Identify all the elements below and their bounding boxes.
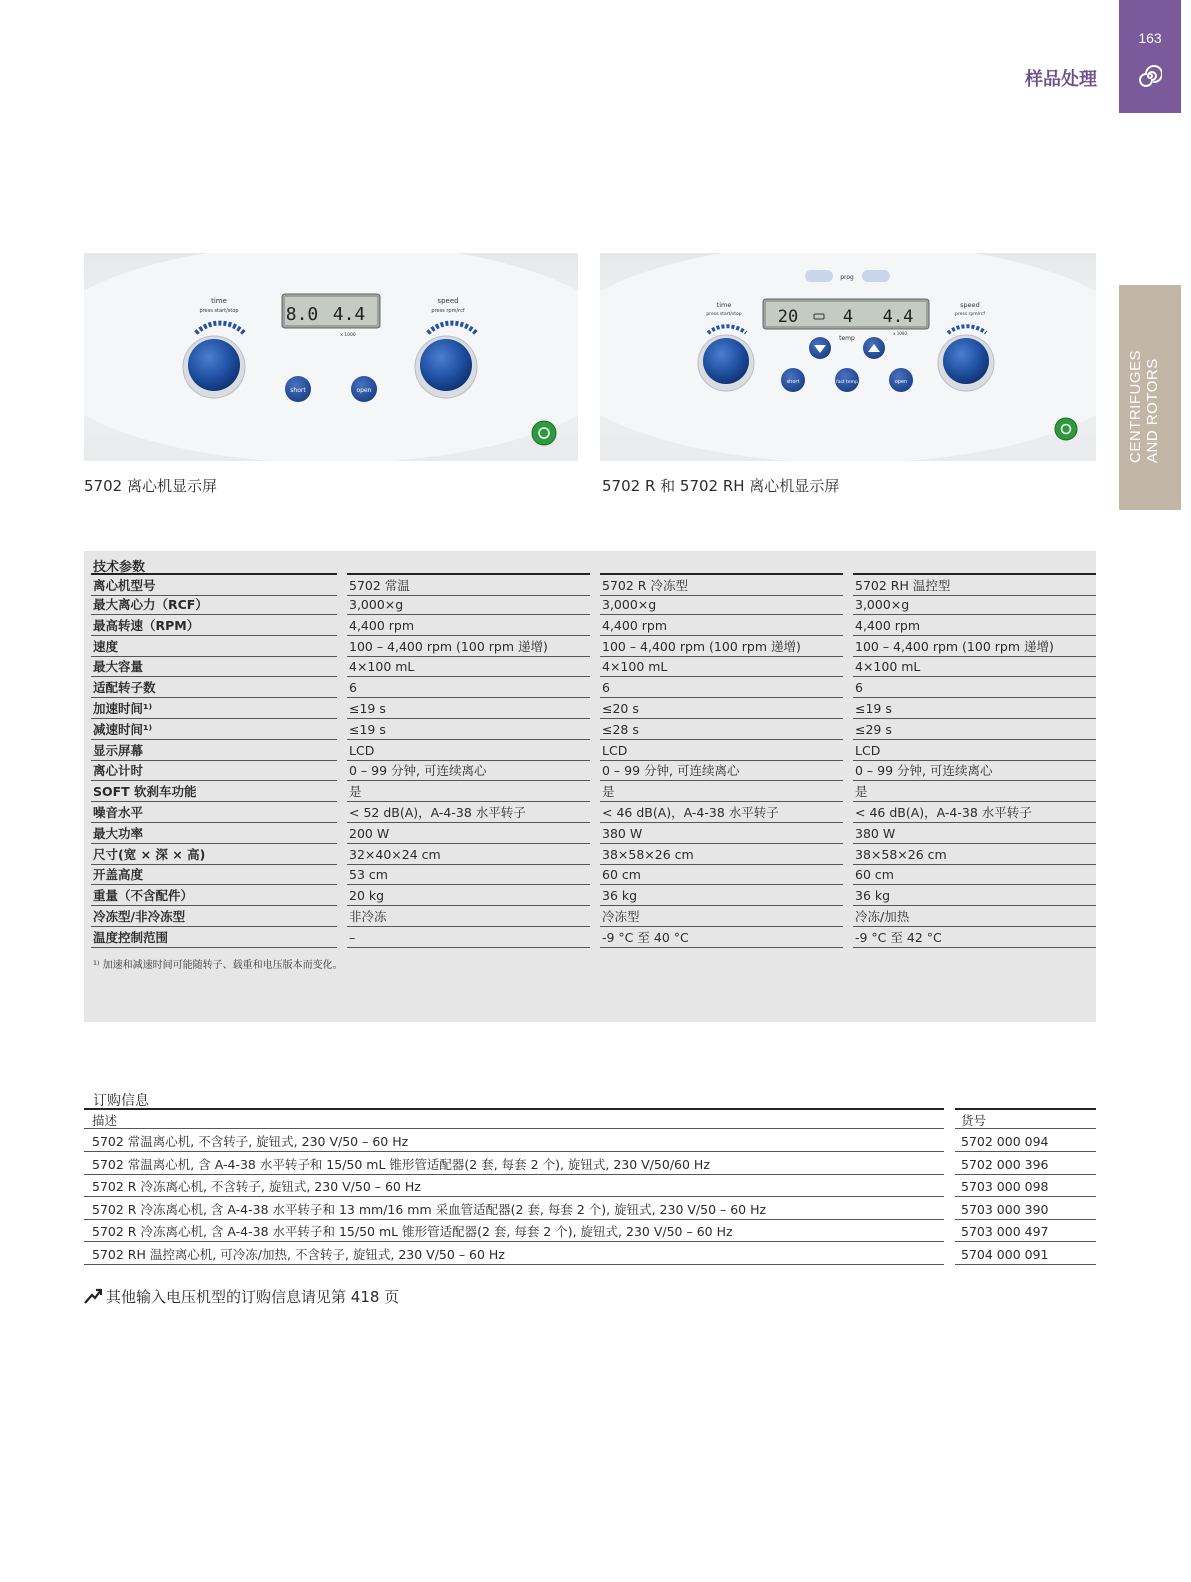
spec-value-cell: 6 <box>600 677 843 698</box>
spec-row <box>84 885 1096 906</box>
spec-value-cell: 是 <box>600 781 843 802</box>
speed-sub-label-2: press rpm/rcf <box>955 312 985 317</box>
spec-label-cell: 适配转子数 <box>91 677 337 698</box>
lcd-unit-2: x 1000 <box>893 331 907 336</box>
spec-label-cell: 噪音水平 <box>91 802 337 823</box>
lcd-speed-value-2: 4.4 <box>882 307 914 327</box>
spec-label-cell: 开盖高度 <box>91 864 337 885</box>
order-number-cell: 5703 000 390 <box>955 1199 1096 1220</box>
display-photo-5702 <box>84 253 578 461</box>
open-button-label: open <box>356 387 372 394</box>
order-title: 订购信息 <box>93 1093 149 1109</box>
spec-value-cell: 4×100 mL <box>853 656 1096 677</box>
spec-value-cell: ≤19 s <box>347 719 590 740</box>
power-icon[interactable] <box>532 421 556 445</box>
spec-value-cell: < 52 dB(A)，A-4-38 水平转子 <box>347 802 590 823</box>
order-row <box>84 1199 1096 1221</box>
order-header-row <box>84 1108 1096 1130</box>
time-label: time <box>211 297 227 305</box>
display-photo-5702r <box>600 253 1096 461</box>
prog-label: prog <box>840 274 854 281</box>
order-desc-cell: 5702 R 冷冻离心机, 含 A-4-38 水平转子和 15/50 mL 锥形管适配器(2 套, 每套 2 个), 旋钮式, 230 V/50 – 60 Hz <box>84 1221 944 1242</box>
spec-row <box>84 802 1096 823</box>
spec-label-cell: 尺寸(宽 × 深 × 高) <box>91 844 337 865</box>
time-label-2: time <box>716 301 732 309</box>
spec-value-cell: -9 °C 至 40 °C <box>600 927 843 948</box>
spec-label-cell: 最高转速（RPM） <box>91 615 337 636</box>
spec-value-cell: 36 kg <box>600 885 843 906</box>
spec-value-cell: 200 W <box>347 823 590 844</box>
order-row <box>84 1221 1096 1243</box>
time-knob-2[interactable] <box>703 338 749 384</box>
spec-value-cell: ≤20 s <box>600 698 843 719</box>
order-desc-cell: 5702 常温离心机, 不含转子, 旋钮式, 230 V/50 – 60 Hz <box>84 1131 944 1152</box>
spec-label-cell: SOFT 软刹车功能 <box>91 781 337 802</box>
order-note-text: 其他输入电压机型的订购信息请见第 418 页 <box>106 1288 400 1306</box>
spec-value-cell: 38×58×26 cm <box>600 844 843 865</box>
order-row <box>84 1154 1096 1176</box>
spec-value-cell: 4,400 rpm <box>347 615 590 636</box>
spec-row <box>84 823 1096 844</box>
spec-value-cell: 100 – 4,400 rpm (100 rpm 递增) <box>853 636 1096 657</box>
spec-value-cell: ≤19 s <box>347 698 590 719</box>
spec-value-cell: 4,400 rpm <box>600 615 843 636</box>
order-header-number: 货号 <box>955 1108 1096 1129</box>
spec-value-cell: 60 cm <box>600 864 843 885</box>
order-number-cell: 5703 000 497 <box>955 1221 1096 1242</box>
spec-header-cell: 5702 R 冷冻型 <box>600 573 843 596</box>
order-note <box>84 1286 399 1307</box>
spec-row <box>84 615 1096 636</box>
spec-header-row <box>84 573 1096 594</box>
lcd-unit: x 1000 <box>340 333 356 338</box>
spec-row <box>84 719 1096 740</box>
order-number-cell: 5703 000 098 <box>955 1176 1096 1197</box>
section-title: 样品处理 <box>1025 69 1097 90</box>
side-tab-line-1: CENTRIFUGES <box>1127 349 1144 463</box>
spec-label-cell: 最大功率 <box>91 823 337 844</box>
lcd-time-value: 8.0 <box>285 304 319 325</box>
spec-value-cell: 38×58×26 cm <box>853 844 1096 865</box>
spec-value-cell: 100 – 4,400 rpm (100 rpm 递增) <box>347 636 590 657</box>
spec-label-cell: 重量（不含配件） <box>91 885 337 906</box>
spiral-logo-icon <box>1138 64 1162 88</box>
spec-value-cell: < 46 dB(A)，A-4-38 水平转子 <box>600 802 843 823</box>
spec-value-cell: 380 W <box>600 823 843 844</box>
order-number-cell: 5704 000 091 <box>955 1244 1096 1265</box>
spec-row <box>84 844 1096 865</box>
spec-label-cell: 冷冻型/非冷冻型 <box>91 906 337 927</box>
spec-value-cell: 4×100 mL <box>347 656 590 677</box>
arrow-link-icon <box>84 1288 102 1304</box>
spec-value-cell: 冷冻型 <box>600 906 843 927</box>
order-row <box>84 1131 1096 1153</box>
spec-value-cell: 0 – 99 分钟, 可连续离心 <box>347 760 590 781</box>
fast-temp-button-label: fast temp <box>836 380 858 385</box>
spec-row <box>84 740 1096 761</box>
spec-value-cell: 4,400 rpm <box>853 615 1096 636</box>
speed-label: speed <box>437 297 459 305</box>
spec-value-cell: 3,000×g <box>853 594 1096 615</box>
lcd-time-value-2: 20 <box>777 307 799 327</box>
spec-row <box>84 656 1096 677</box>
order-desc-cell: 5702 R 冷冻离心机, 不含转子, 旋钮式, 230 V/50 – 60 Hz <box>84 1176 944 1197</box>
spec-label-cell: 加速时间¹⁾ <box>91 698 337 719</box>
time-knob[interactable] <box>188 339 240 391</box>
spec-value-cell: 非冷冻 <box>347 906 590 927</box>
spec-value-cell: 冷冻/加热 <box>853 906 1096 927</box>
spec-value-cell: LCD <box>600 740 843 761</box>
order-desc-cell: 5702 R 冷冻离心机, 含 A-4-38 水平转子和 13 mm/16 mm 采血管适配器(2 套, 每套 2 个), 旋钮式, 230 V/50 – 60 Hz <box>84 1199 944 1220</box>
spec-row <box>84 864 1096 885</box>
spec-row <box>84 760 1096 781</box>
spec-row <box>84 636 1096 657</box>
order-header-desc: 描述 <box>84 1108 944 1129</box>
spec-label-cell: 显示屏幕 <box>91 740 337 761</box>
spec-value-cell: 是 <box>347 781 590 802</box>
speed-label-2: speed <box>960 301 980 309</box>
spec-value-cell: ≤19 s <box>853 698 1096 719</box>
spec-value-cell: 53 cm <box>347 864 590 885</box>
photo-caption-1: 5702 离心机显示屏 <box>84 477 217 495</box>
speed-sub-label: press rpm/rcf <box>431 308 465 314</box>
order-row <box>84 1176 1096 1198</box>
spec-value-cell: 6 <box>853 677 1096 698</box>
spec-value-cell: LCD <box>853 740 1096 761</box>
spec-header-cell: 离心机型号 <box>91 573 337 596</box>
order-number-cell: 5702 000 094 <box>955 1131 1096 1152</box>
spec-label-cell: 速度 <box>91 636 337 657</box>
spec-value-cell: 6 <box>347 677 590 698</box>
spec-value-cell: 32×40×24 cm <box>347 844 590 865</box>
side-tab-line-2: AND ROTORS <box>1144 358 1161 463</box>
spec-value-cell: – <box>347 927 590 948</box>
spec-value-cell: 20 kg <box>347 885 590 906</box>
spec-label-cell: 最大离心力（RCF） <box>91 594 337 615</box>
spec-label-cell: 最大容量 <box>91 656 337 677</box>
spec-value-cell: 60 cm <box>853 864 1096 885</box>
spec-value-cell: 36 kg <box>853 885 1096 906</box>
spec-row <box>84 677 1096 698</box>
photo-caption-2: 5702 R 和 5702 RH 离心机显示屏 <box>602 477 840 495</box>
spec-title: 技术参数 <box>93 560 146 575</box>
side-tab <box>1119 285 1181 510</box>
spec-label-cell: 离心计时 <box>91 760 337 781</box>
speed-knob-2[interactable] <box>943 338 989 384</box>
order-row <box>84 1244 1096 1266</box>
spec-value-cell: 100 – 4,400 rpm (100 rpm 递增) <box>600 636 843 657</box>
spec-row <box>84 698 1096 719</box>
lcd-temp-value: 4 <box>842 307 854 327</box>
spec-value-cell: 4×100 mL <box>600 656 843 677</box>
time-sub-label-2: press start/stop <box>706 312 742 317</box>
spec-table <box>84 551 1096 1022</box>
spec-value-cell: LCD <box>347 740 590 761</box>
order-number-cell: 5702 000 396 <box>955 1154 1096 1175</box>
spec-row <box>84 927 1096 948</box>
spec-value-cell: ≤28 s <box>600 719 843 740</box>
time-sub-label: press start/stop <box>199 308 239 314</box>
spec-value-cell: 0 – 99 分钟, 可连续离心 <box>853 760 1096 781</box>
spec-value-cell: < 46 dB(A)，A-4-38 水平转子 <box>853 802 1096 823</box>
lcd-speed-value: 4.4 <box>332 304 366 325</box>
spec-footnote: ¹⁾ 加速和减速时间可能随转子、载重和电压版本而变化。 <box>93 960 343 971</box>
spec-value-cell: ≤29 s <box>853 719 1096 740</box>
spec-value-cell: 3,000×g <box>600 594 843 615</box>
spec-header-cell: 5702 常温 <box>347 573 590 596</box>
short-button-label-2: short <box>786 379 800 385</box>
page-number: 163 <box>1138 30 1162 46</box>
power-icon-2[interactable] <box>1055 418 1077 440</box>
open-button-label-2: open <box>894 379 908 385</box>
spec-row <box>84 781 1096 802</box>
spec-value-cell: 3,000×g <box>347 594 590 615</box>
spec-value-cell: 0 – 99 分钟, 可连续离心 <box>600 760 843 781</box>
order-desc-cell: 5702 常温离心机, 含 A-4-38 水平转子和 15/50 mL 锥形管适配器(2 套, 每套 2 个), 旋钮式, 230 V/50/60 Hz <box>84 1154 944 1175</box>
spec-value-cell: 是 <box>853 781 1096 802</box>
short-button-label: short <box>290 387 306 394</box>
temp-label: temp <box>839 335 855 342</box>
spec-value-cell: 380 W <box>853 823 1096 844</box>
spec-row <box>84 594 1096 615</box>
spec-row <box>84 906 1096 927</box>
spec-value-cell: -9 °C 至 42 °C <box>853 927 1096 948</box>
page-tab <box>1119 0 1181 113</box>
spec-label-cell: 温度控制范围 <box>91 927 337 948</box>
spec-header-cell: 5702 RH 温控型 <box>853 573 1096 596</box>
order-desc-cell: 5702 RH 温控离心机, 可冷冻/加热, 不含转子, 旋钮式, 230 V/50 – 60 Hz <box>84 1244 944 1265</box>
spec-label-cell: 减速时间¹⁾ <box>91 719 337 740</box>
speed-knob[interactable] <box>420 339 472 391</box>
